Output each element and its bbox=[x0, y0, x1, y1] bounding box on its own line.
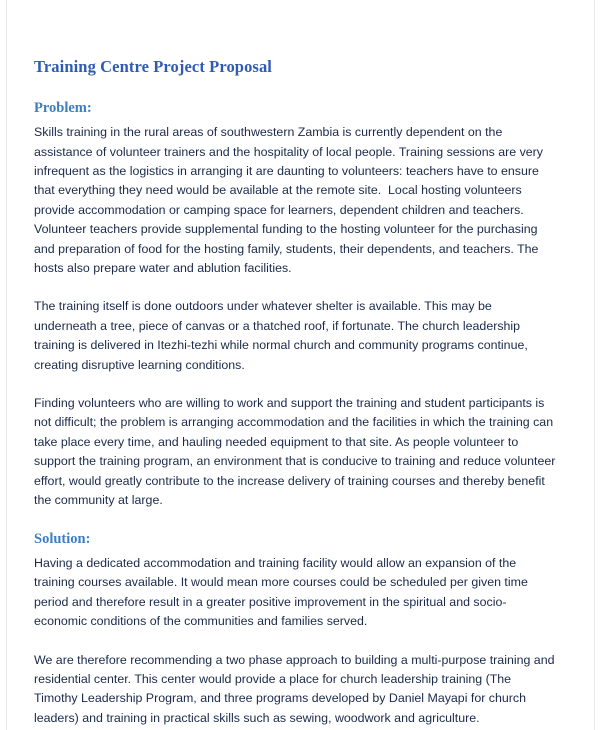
page-left-rule bbox=[6, 0, 7, 730]
section-heading-problem: Problem: bbox=[34, 99, 92, 116]
page-title: Training Centre Project Proposal bbox=[34, 57, 272, 76]
page-right-rule bbox=[594, 0, 595, 730]
document-content bbox=[34, 0, 559, 728]
paragraph: Finding volunteers who are willing to work and support the training and student participants is not difficult; the problem is arranging accommodation and the facilities in which the training can take place every time, and hauling needed equipment to that site. As people volunteer to support the training program, an environment that is conducive to training and reduce volunteer effort, would greatly contribute to the increase delivery of training courses and thereby benefit the community at large. bbox=[34, 396, 559, 508]
paragraph: The training itself is done outdoors under whatever shelter is available. This may be underneath a tree, piece of canvas or a thatched roof, if fortunate. The church leadership training is delivered in Itezhi-tezhi while normal church and community programs continue, creating disruptive learning conditions. bbox=[34, 299, 532, 372]
paragraph: Skills training in the rural areas of southwestern Zambia is currently dependent on the assistance of volunteer trainers and the hospitality of local people. Training sessions are very infrequent as the logistics in arranging it are daunting to volunteers: teachers have to ensure that everything they need would be available at the remote site. Local hosting volunteers provide accommodation or camping space for learners, dependent children and teachers. Volunteer teachers provide supplemental funding to the hosting volunteer for the purchasing and preparation of food for the hosting family, students, their dependents, and teachers. The hosts also prepare water and ablution facilities. bbox=[34, 125, 547, 276]
paragraph: We are therefore recommending a two phase approach to building a multi-purpose training and residential center. This center would provide a place for church leadership training (The Timothy Leadership Program, and three programs developed by Daniel Mayapi for church leaders) and training in practical skills such as sewing, woodwork and agriculture. bbox=[34, 652, 558, 725]
section-heading-solution: Solution: bbox=[34, 530, 91, 547]
paragraph: Having a dedicated accommodation and training facility would allow an expansion of the training courses available. It would mean more courses could be scheduled per given time period and therefore result in a greater positive improvement in the spiritual and socio-economic conditions of the communities and families served. bbox=[34, 555, 532, 629]
